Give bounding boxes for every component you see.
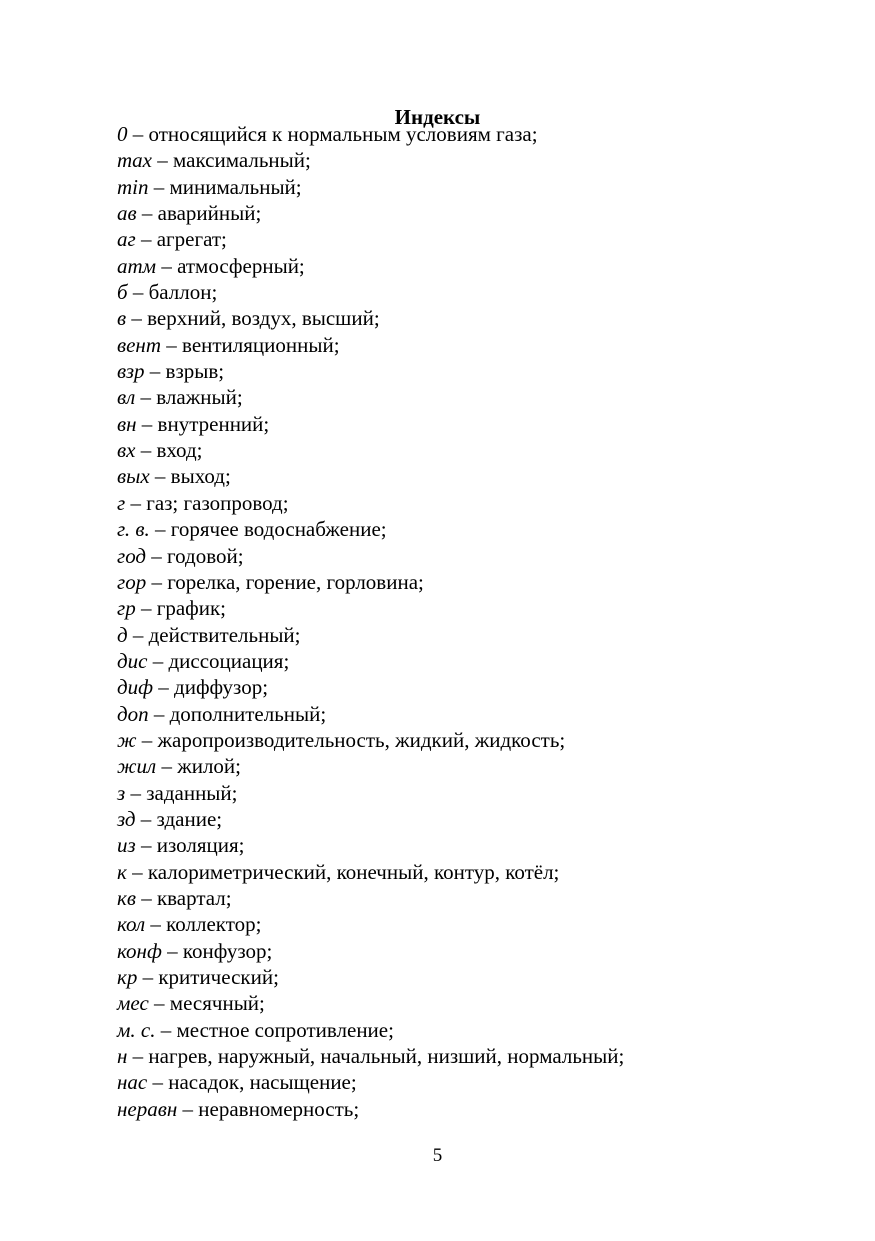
index-description: – квартал; [135, 885, 232, 910]
index-description: – критический; [137, 965, 279, 989]
index-description: – агрегат; [135, 227, 227, 252]
index-abbreviation: кв [117, 885, 136, 910]
index-abbreviation: кр [117, 965, 138, 989]
index-entry [117, 990, 817, 1016]
index-entry [117, 1043, 817, 1069]
index-abbreviation: б [117, 280, 128, 305]
index-entry [117, 279, 817, 305]
index-abbreviation: вых [117, 464, 150, 489]
index-abbreviation: кол [117, 912, 146, 937]
index-description: – газ; газопровод; [125, 490, 289, 515]
index-entry [117, 674, 817, 700]
index-description: – дополнительный; [148, 701, 327, 726]
index-entry [117, 648, 817, 674]
index-abbreviation: м. с. [117, 1017, 156, 1042]
index-description: – выход; [149, 464, 231, 489]
index-entry [117, 753, 817, 779]
index-abbreviation: в [117, 306, 127, 331]
index-description: – диффузор; [153, 675, 269, 700]
index-abbreviation: вн [117, 411, 137, 436]
index-description: – горелка, горение, горловина; [146, 569, 424, 594]
index-abbreviation: з [117, 780, 126, 805]
index-abbreviation: взр [117, 359, 145, 384]
index-description: – максимальный; [152, 148, 311, 173]
index-entry [117, 1096, 817, 1122]
index-abbreviation: мес [117, 991, 149, 1016]
index-description: – атмосферный; [156, 253, 305, 278]
index-abbreviation: вх [117, 438, 136, 463]
index-abbreviation: гор [117, 569, 147, 594]
index-description: – жаропроизводительность, жидкий, жидкость; [136, 727, 566, 752]
index-abbreviation: 0 [117, 122, 128, 146]
index-description: – взрыв; [144, 359, 225, 384]
index-entry [117, 1017, 817, 1043]
index-abbreviation: дис [117, 648, 148, 673]
index-abbreviation: гр [117, 596, 136, 621]
index-entry [117, 174, 817, 200]
index-entry [117, 595, 817, 621]
index-abbreviation: жил [117, 754, 157, 779]
index-abbreviation: год [117, 543, 147, 568]
index-abbreviation: атм [117, 253, 157, 278]
index-abbreviation: вент [117, 332, 162, 357]
index-description: – относящийся к нормальным условиям газа; [127, 122, 538, 146]
index-abbreviation: доп [117, 701, 149, 726]
index-description: – влажный; [135, 385, 243, 410]
index-entry [117, 253, 817, 279]
index-abbreviation: max [117, 148, 152, 173]
index-entry [117, 859, 817, 885]
index-description: – изоляция; [135, 833, 245, 858]
index-description: – годовой; [146, 543, 244, 568]
index-description: – внутренний; [136, 411, 270, 436]
index-entry [117, 806, 817, 832]
index-entry [117, 305, 817, 331]
index-entry [117, 226, 817, 252]
index-entry [117, 411, 817, 437]
index-entry [117, 147, 817, 173]
index-abbreviation: из [117, 833, 136, 858]
index-abbreviation: аг [117, 227, 136, 252]
index-entry [117, 569, 817, 595]
index-abbreviation: к [117, 859, 127, 884]
index-description: – местное сопротивление; [155, 1017, 394, 1042]
index-entry [117, 463, 817, 489]
index-description: – верхний, воздух, высший; [126, 306, 380, 331]
index-entry [117, 780, 817, 806]
index-description: – неравномерность; [177, 1096, 360, 1121]
index-entry [117, 490, 817, 516]
index-entry [117, 437, 817, 463]
index-description: – месячный; [148, 991, 265, 1016]
index-list [117, 121, 817, 1122]
index-abbreviation: конф [117, 938, 162, 963]
index-description: – минимальный; [148, 174, 302, 199]
index-abbreviation: вл [117, 385, 136, 410]
index-abbreviation: зд [117, 806, 136, 831]
index-description: – калориметрический, конечный, контур, котёл; [126, 859, 560, 884]
index-entry [117, 727, 817, 753]
index-entry [117, 358, 817, 384]
index-entry [117, 885, 817, 911]
index-description: – насадок, насыщение; [147, 1070, 357, 1095]
index-entry [117, 911, 817, 937]
index-description: – вентиляционный; [161, 332, 340, 357]
index-abbreviation: неравн [117, 1096, 178, 1121]
index-abbreviation: д [117, 622, 128, 647]
index-entry [117, 121, 817, 147]
index-description: – вход; [135, 438, 203, 463]
page-number: 5 [432, 1145, 443, 1166]
index-abbreviation: диф [117, 675, 154, 700]
index-entry [117, 200, 817, 226]
index-entry [117, 701, 817, 727]
page-title: Индексы [394, 105, 481, 130]
index-description: – жилой; [156, 754, 242, 779]
index-abbreviation: г [117, 490, 126, 515]
index-entry [117, 832, 817, 858]
index-abbreviation: нас [117, 1070, 148, 1095]
index-entry [117, 543, 817, 569]
index-description: – здание; [135, 806, 223, 831]
index-abbreviation: г. в. [117, 517, 150, 542]
index-description: – баллон; [127, 280, 218, 305]
index-description: – действительный; [127, 622, 301, 647]
index-entry [117, 1069, 817, 1095]
index-abbreviation: min [117, 174, 149, 199]
index-entry [117, 516, 817, 542]
index-description: – график; [135, 596, 227, 621]
index-description: – диссоциация; [147, 648, 290, 673]
index-description: – нагрев, наружный, начальный, низший, нормальный; [127, 1044, 625, 1069]
index-description: – аварийный; [136, 201, 262, 226]
index-entry [117, 938, 817, 964]
index-entry [117, 964, 817, 990]
index-description: – заданный; [125, 780, 238, 805]
index-description: – горячее водоснабжение; [149, 517, 387, 542]
index-description: – коллектор; [145, 912, 262, 937]
index-entry [117, 622, 817, 648]
index-abbreviation: ж [117, 727, 137, 752]
index-abbreviation: н [117, 1044, 128, 1069]
index-entry [117, 332, 817, 358]
index-description: – конфузор; [161, 938, 273, 963]
index-entry [117, 384, 817, 410]
index-abbreviation: ав [117, 201, 137, 226]
